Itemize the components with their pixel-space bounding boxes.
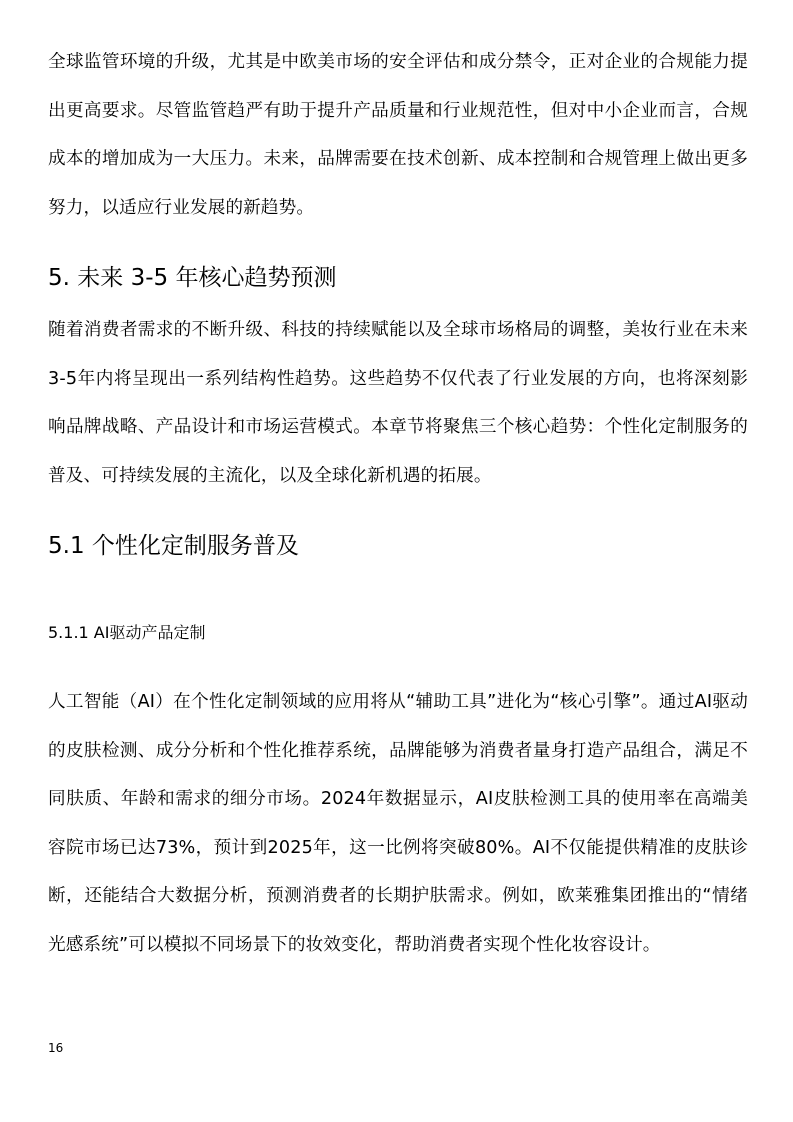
- section-5-paragraph: 随着消费者需求的不断升级、科技的持续赋能以及全球市场格局的调整，美妆行业在未来3-5年内将呈现出一系列结构性趋势。这些趋势不仅代表了行业发展的方向，也将深刻影响品牌战略、产品设计和市场运营模式。本章节将聚焦三个核心趋势：个性化定制服务的普及、可持续发展的主流化，以及全球化新机遇的拓展。: [48, 320, 748, 486]
- section-5-heading: 5. 未来 3-5 年核心趋势预测: [48, 265, 337, 291]
- section-5-1-1-heading: 5.1.1 AI驱动产品定制: [48, 623, 206, 642]
- section-5-1-1-paragraph: 人工智能（AI）在个性化定制领域的应用将从“辅助工具”进化为“核心引擎”。通过AI驱动的皮肤检测、成分分析和个性化推荐系统，品牌能够为消费者量身打造产品组合，满足不同肤质、年龄和需求的细分市场。2024年数据显示，AI皮肤检测工具的使用率在高端美容院市场已达73%，预计到2025年，这一比例将突破80%。AI不仅能提供精准的皮肤诊断，还能结合大数据分析，预测消费者的长期护肤需求。例如，欧莱雅集团推出的“情绪光感系统”可以模拟不同场景下的妆效变化，帮助消费者实现个性化妆容设计。: [48, 692, 748, 955]
- page-number: 16: [48, 1041, 64, 1055]
- section-5-1-heading: 5.1 个性化定制服务普及: [48, 533, 299, 559]
- intro-paragraph: 全球监管环境的升级，尤其是中欧美市场的安全评估和成分禁令，正对企业的合规能力提出更高要求。尽管监管趋严有助于提升产品质量和行业规范性，但对中小企业而言，合规成本的增加成为一大压力。未来，品牌需要在技术创新、成本控制和合规管理上做出更多努力，以适应行业发展的新趋势。: [48, 52, 748, 218]
